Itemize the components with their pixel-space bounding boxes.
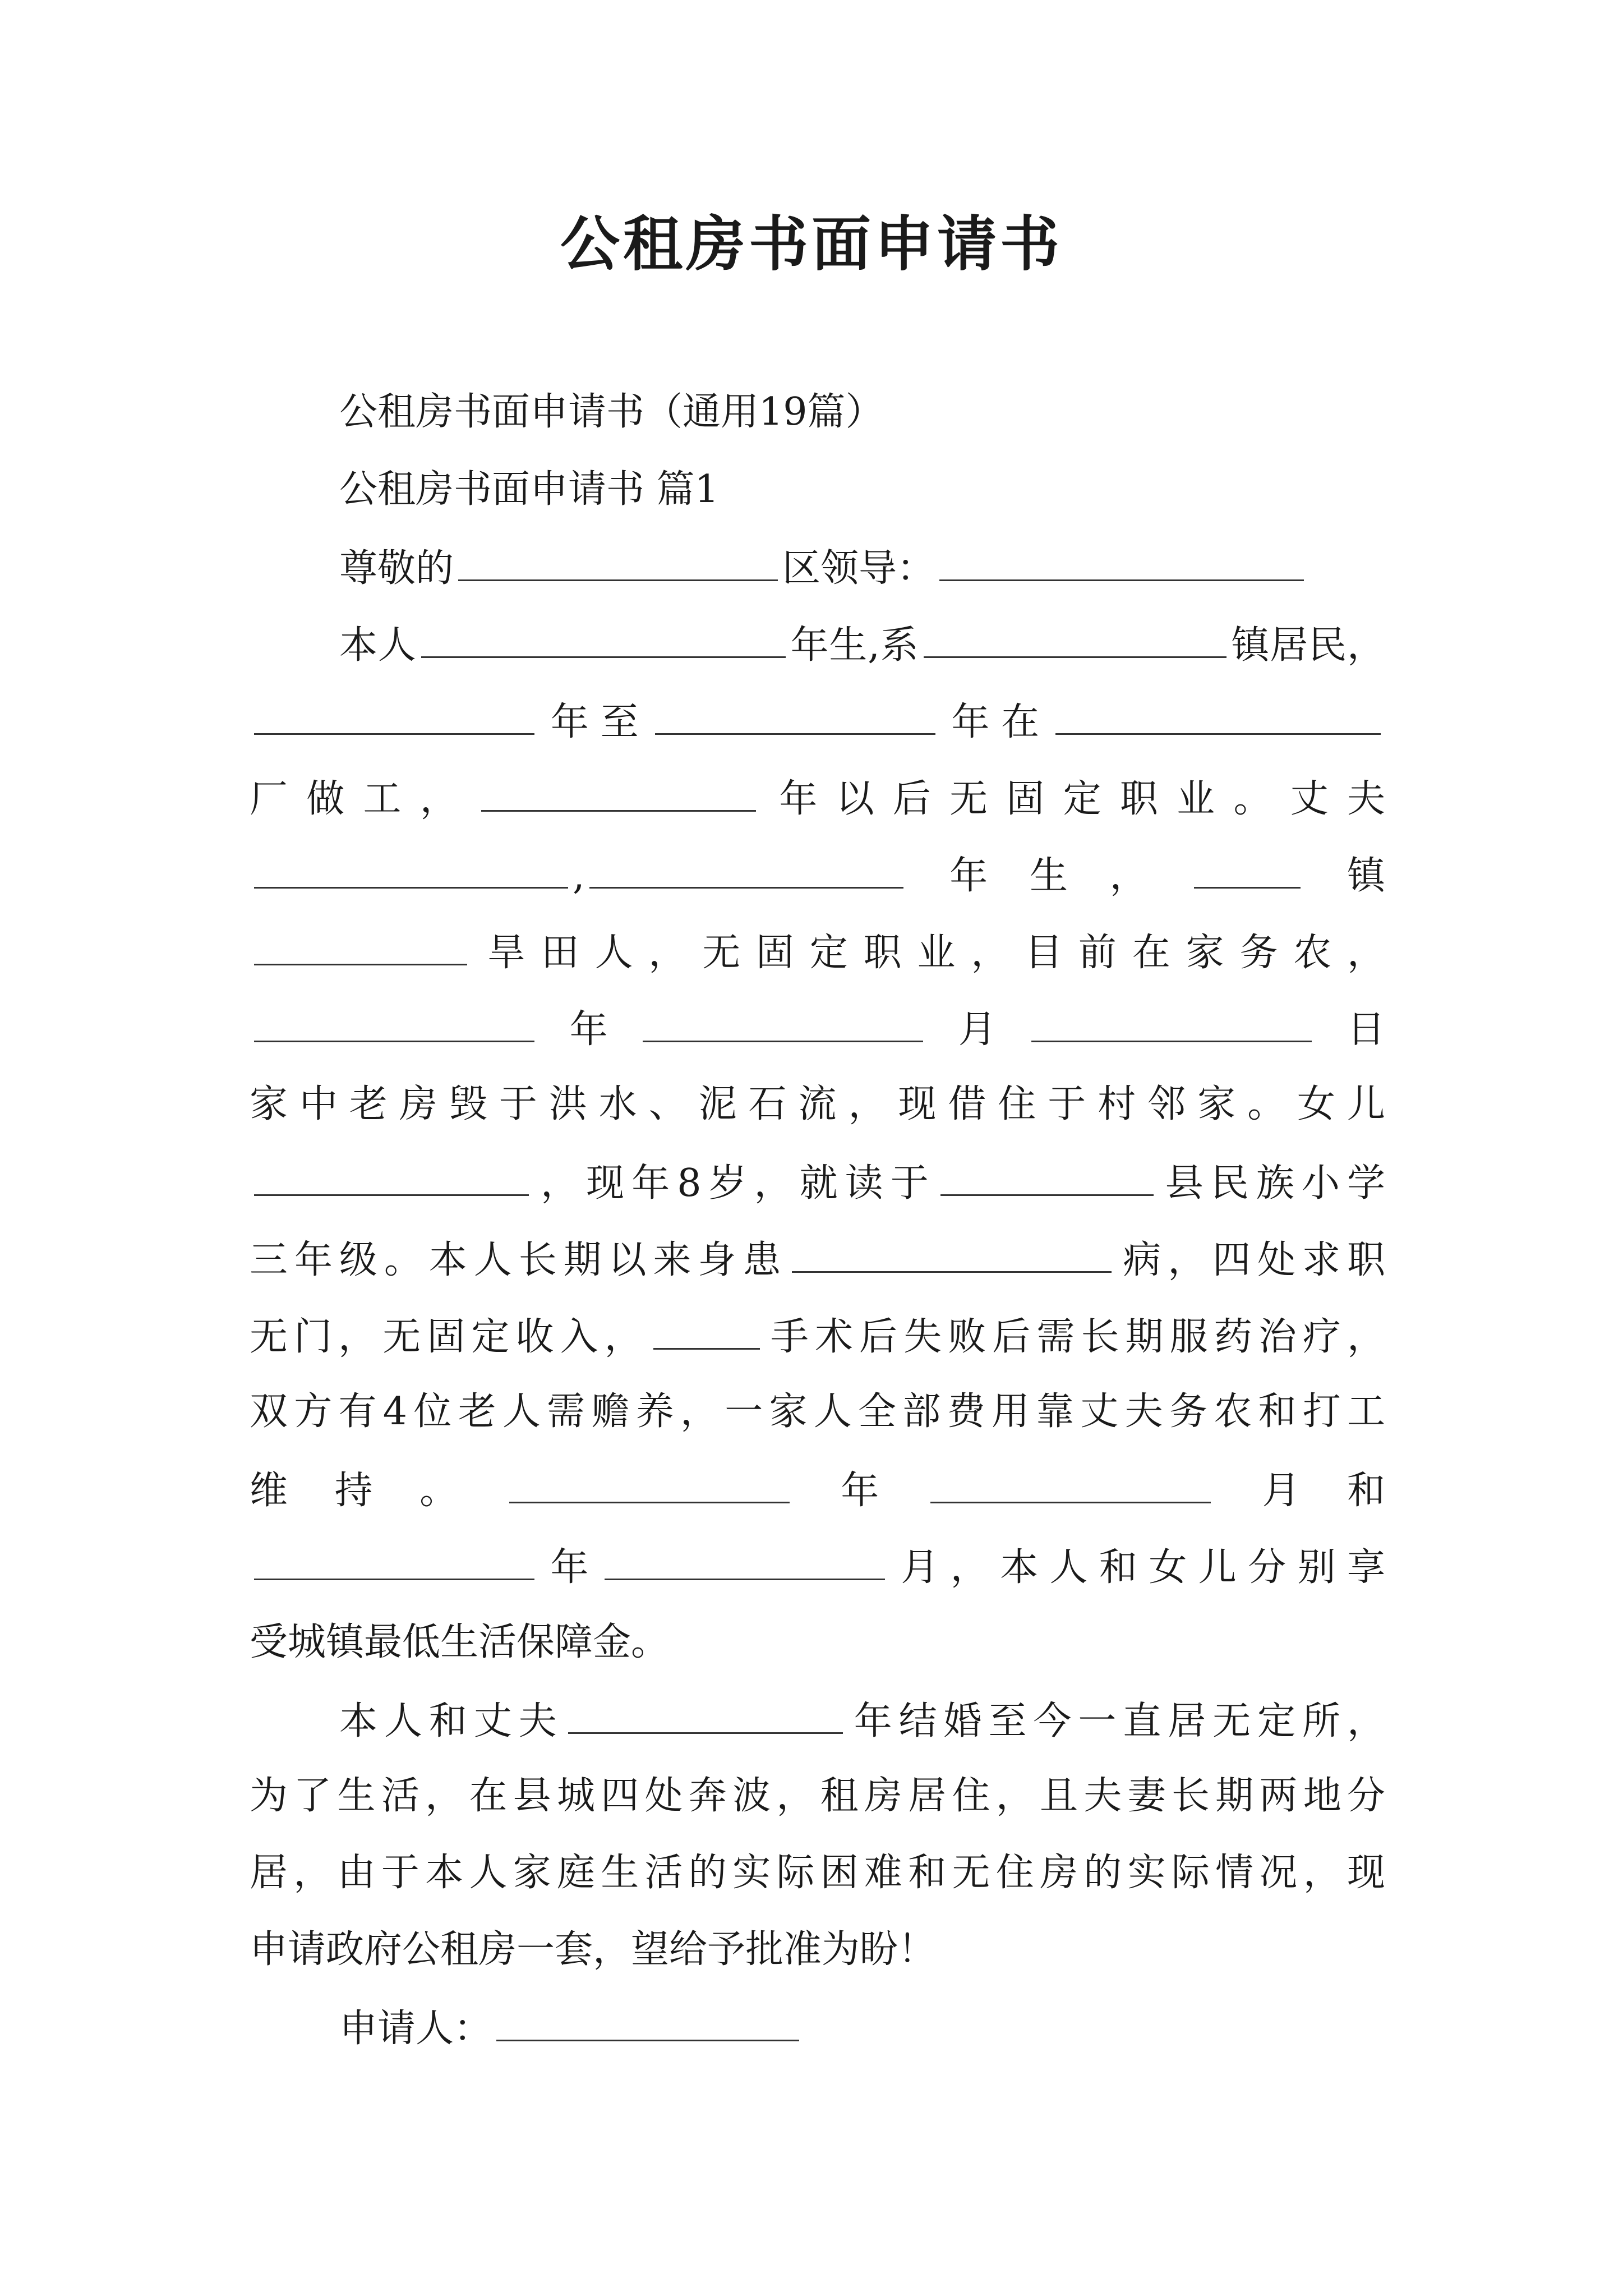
fill-blank: [254, 695, 534, 735]
paragraph-line: 本人 年生,系 镇居民，: [339, 618, 1385, 671]
fill-blank: [509, 1464, 790, 1503]
fill-blank: [924, 618, 1227, 658]
paragraph-line: 年至 年在: [250, 695, 1385, 748]
fill-blank: [458, 541, 778, 581]
fill-blank: [254, 1156, 529, 1196]
fill-blank: [792, 1233, 1112, 1273]
fill-blank: [589, 849, 903, 889]
paragraph-line: 三年级。本人长期以来身患 病，四处求职: [250, 1233, 1385, 1286]
paragraph-line: 受城镇最低生活保障金。: [250, 1620, 670, 1664]
fill-blank: [939, 541, 1304, 581]
fill-blank: [930, 1464, 1211, 1503]
fill-blank: [421, 618, 786, 658]
paragraph-line: 家中老房毁于洪水、泥石流，现借住于村邻家。女儿: [250, 1082, 1385, 1126]
section-heading: 公租房书面申请书 篇1: [339, 467, 719, 512]
fill-blank: [1031, 1002, 1312, 1042]
fill-blank: [254, 849, 568, 889]
fill-blank: [254, 1540, 534, 1580]
paragraph-line: 本人和丈夫 年结婚至今一直居无定所，: [339, 1694, 1385, 1747]
fill-blank: [605, 1540, 885, 1580]
fill-blank: [254, 1002, 534, 1042]
paragraph-line: 为了生活，在县城四处奔波，租房居住，且夫妻长期两地分: [250, 1774, 1385, 1818]
fill-blank: [481, 772, 756, 812]
paragraph-line: 维持。 年 月和: [250, 1464, 1385, 1516]
paragraph-line: , 年生， 镇: [250, 849, 1385, 901]
document-title: 公租房书面申请书: [560, 209, 1063, 279]
paragraph-line: 厂做工， 年以后无固定职业。丈夫: [250, 772, 1385, 825]
paragraph-line: 旱田人，无固定职业，目前在家务农，: [250, 926, 1385, 978]
fill-blank: [655, 695, 935, 735]
fill-blank: [1194, 849, 1301, 889]
document-subtitle: 公租房书面申请书（通用19篇）: [339, 390, 884, 434]
fill-blank: [653, 1310, 760, 1350]
paragraph-line: 申请政府公租房一套，望给予批准为盼！: [250, 1927, 937, 1972]
fill-blank: [496, 2001, 799, 2041]
salutation: 尊敬的 区领导：: [339, 541, 1385, 594]
paragraph-line: 无门，无固定收入， 手术后失败后需长期服药治疗，: [250, 1310, 1385, 1363]
fill-blank: [643, 1002, 923, 1042]
paragraph-line: 年 月 日: [250, 1002, 1385, 1055]
paragraph-line: 居，由于本人家庭生活的实际困难和无住房的实际情况，现: [250, 1851, 1385, 1895]
fill-blank: [1055, 695, 1381, 735]
fill-blank: [254, 926, 467, 965]
applicant-line: 申请人：: [339, 2001, 1385, 2054]
paragraph-line: 双方有4位老人需赡养，一家人全部费用靠丈夫务农和打工: [250, 1389, 1385, 1434]
fill-blank: [568, 1694, 843, 1734]
fill-blank: [940, 1156, 1154, 1196]
paragraph-line: 年 月，本人和女儿分别享: [250, 1540, 1385, 1593]
paragraph-line: ，现年8岁，就读于 县民族小学: [250, 1156, 1385, 1209]
